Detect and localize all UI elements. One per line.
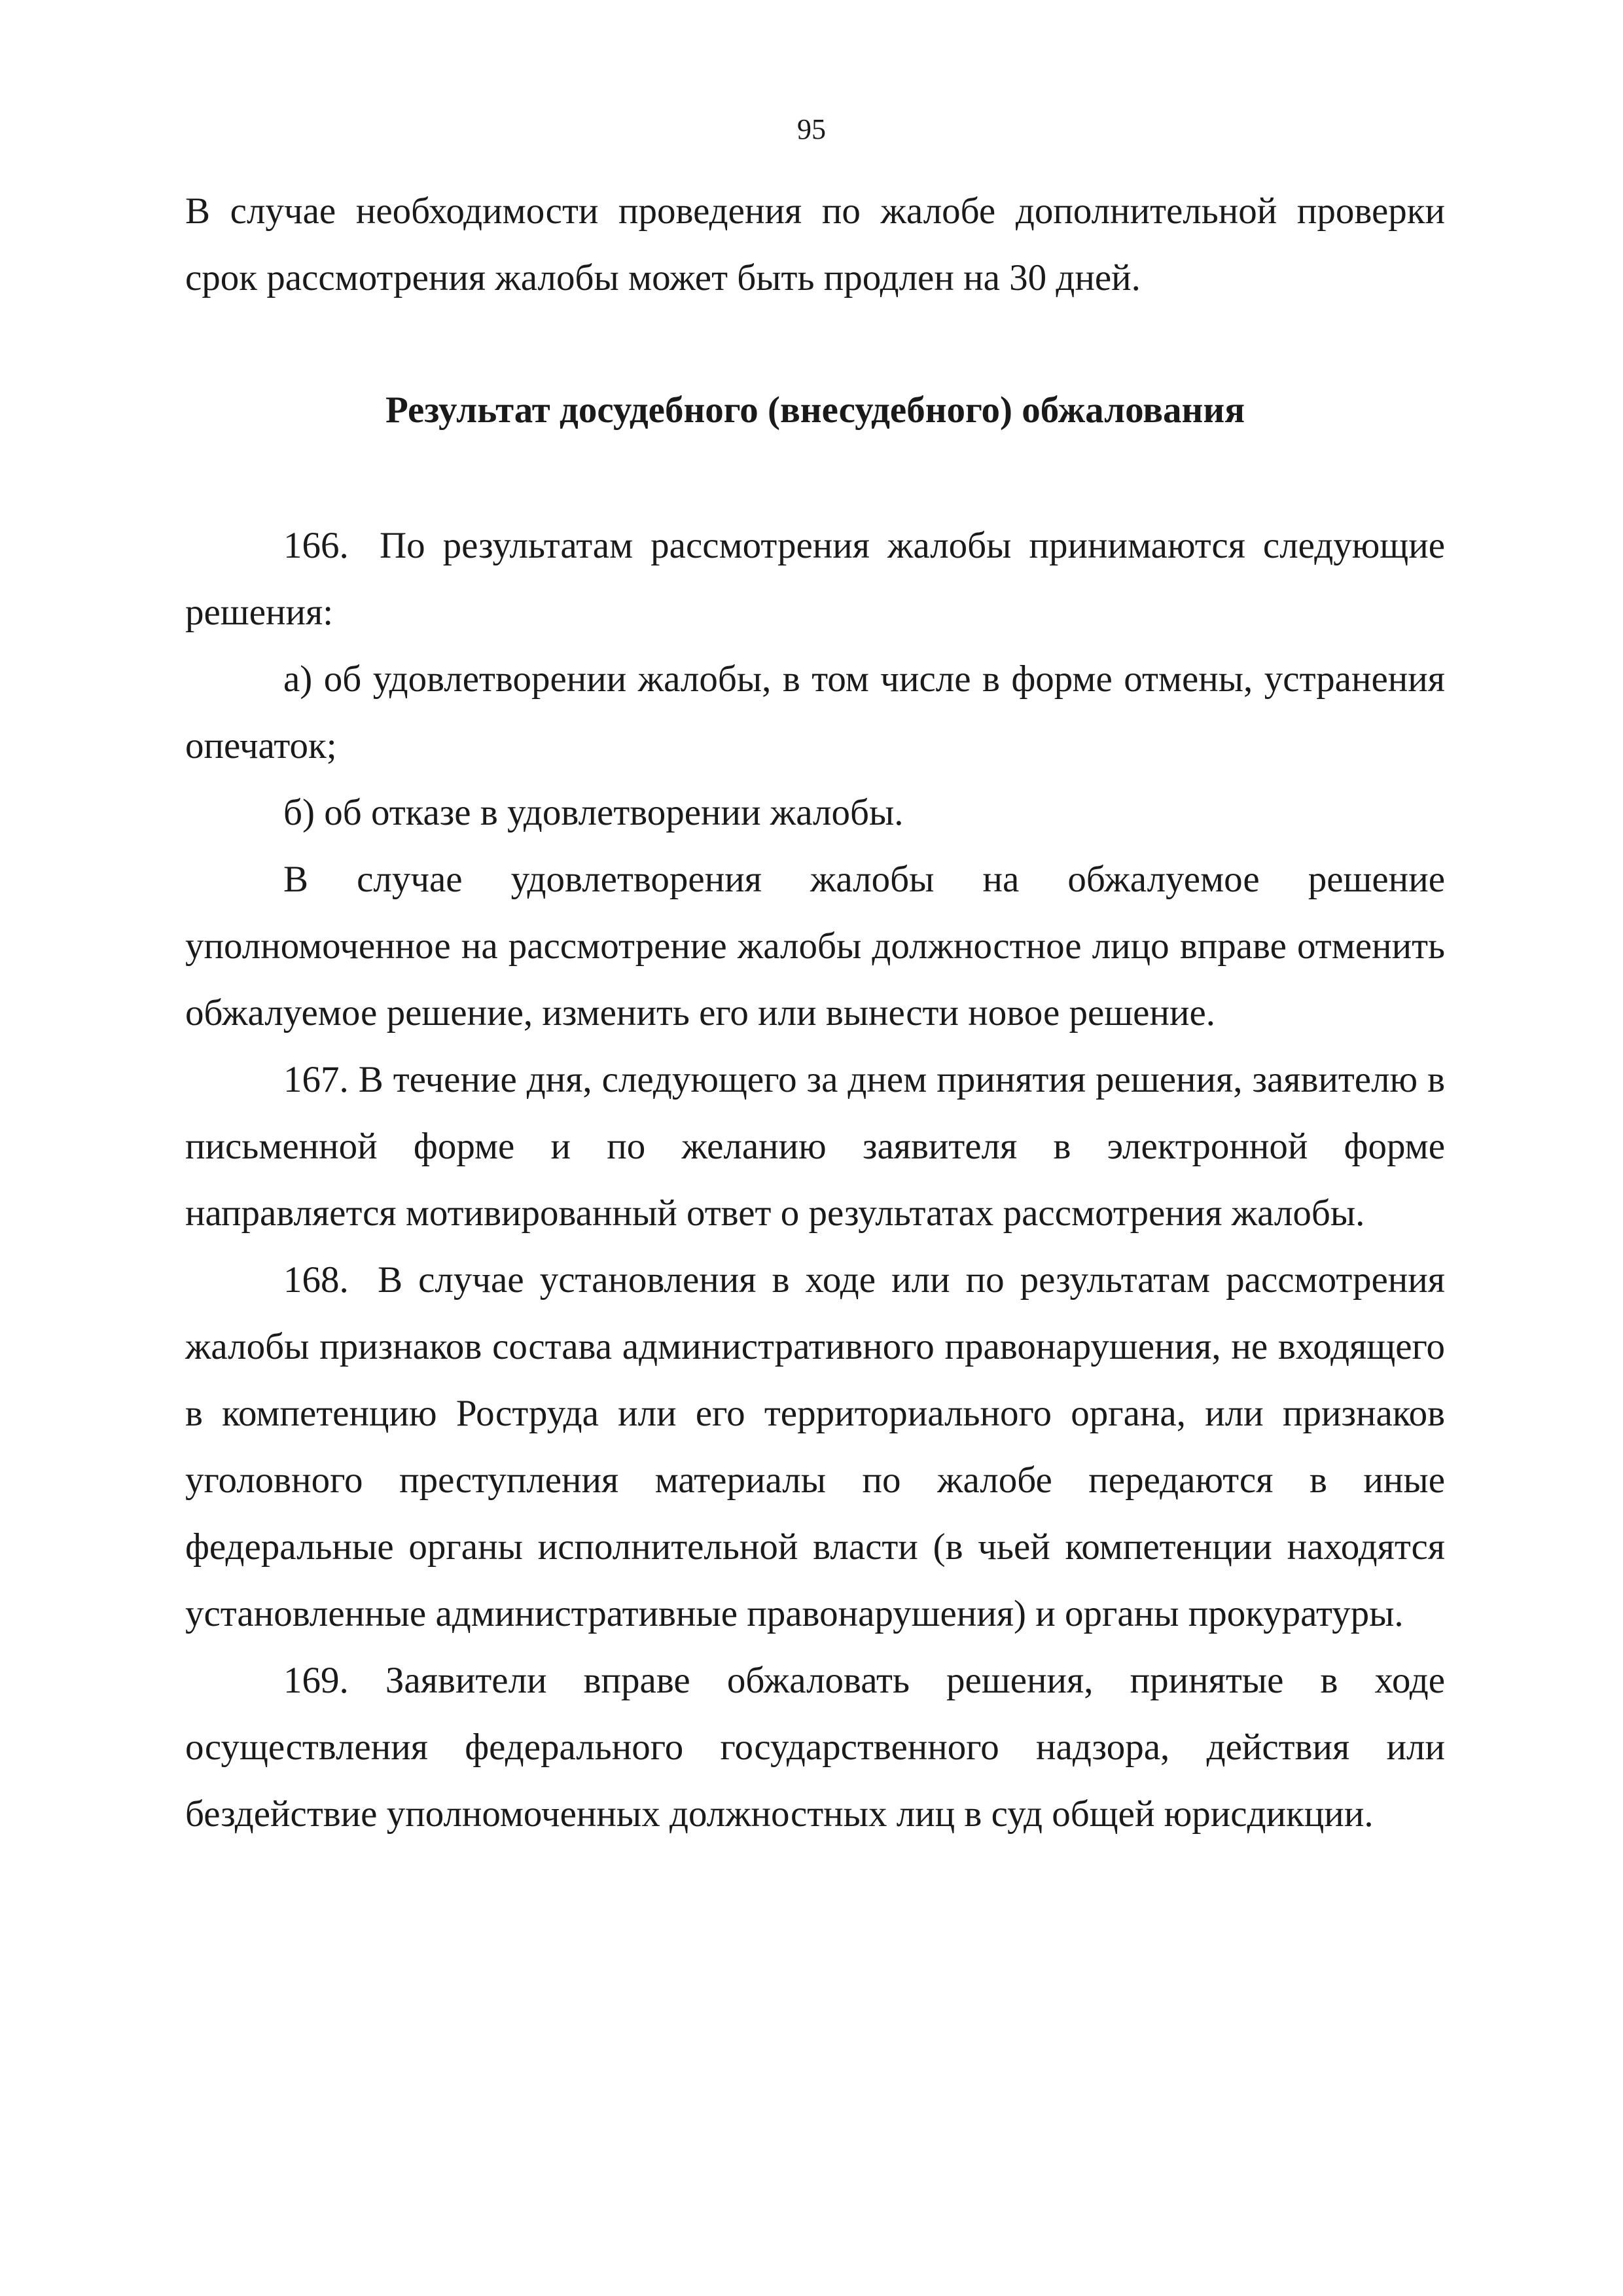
paragraph-169 [185, 1647, 1445, 1848]
paragraph-166-text: По результатам рассмотрения жалобы принимаются следующие решения: [185, 525, 1445, 633]
paragraph-166-a: а) об удовлетворении жалобы, в том числе в форме отмены, устранения опечаток; [185, 658, 1445, 766]
paragraph-166-b: б) об отказе в удовлетворении жалобы. [283, 792, 904, 833]
paragraph-167 [185, 1047, 1445, 1247]
paragraph-number-168: 168. [283, 1259, 349, 1300]
page-number: 95 [797, 113, 826, 145]
paragraph-168 [185, 1247, 1445, 1647]
section-heading: Результат досудебного (внесудебного) обжалования [385, 389, 1245, 431]
paragraph-intro: В случае необходимости проведения по жалобе дополнительной проверки срок рассмотрения жалобы может быть продлен на 30 дней. [185, 190, 1445, 298]
paragraph-166 [185, 512, 1445, 646]
paragraph-167-text: В течение дня, следующего за днем принятия решения, заявителю в письменной форме и по желанию заявителя в электронной форме направляется мотивированный ответ о результатах рассмотрения жалобы. [185, 1059, 1446, 1234]
paragraph-168-text: В случае установления в ходе или по результатам рассмотрения жалобы признаков состава административного правонарушения, не входящего в компетенцию Роструда или его территориального органа, или признаков уголовного преступления материалы по жалобе передаются в иные федеральные органы исполнительной власти (в чьей компетенции находятся установленные административные правонарушения) и органы прокуратуры. [185, 1259, 1446, 1634]
document-body [185, 178, 1445, 1848]
paragraph-number-166: 166. [283, 525, 349, 566]
paragraph-169-text: Заявители вправе обжаловать решения, принятые в ходе осуществления федерального государственного надзора, действия или бездействие уполномоченных должностных лиц в суд общей юрисдикции. [185, 1660, 1446, 1835]
paragraph-number-169: 169. [283, 1660, 349, 1701]
paragraph-number-167: 167. [283, 1059, 349, 1100]
paragraph-166-c: В случае удовлетворения жалобы на обжалуемое решение уполномоченное на рассмотрение жалобы должностное лицо вправе отменить обжалуемое решение, изменить его или вынести новое решение. [185, 859, 1445, 1033]
